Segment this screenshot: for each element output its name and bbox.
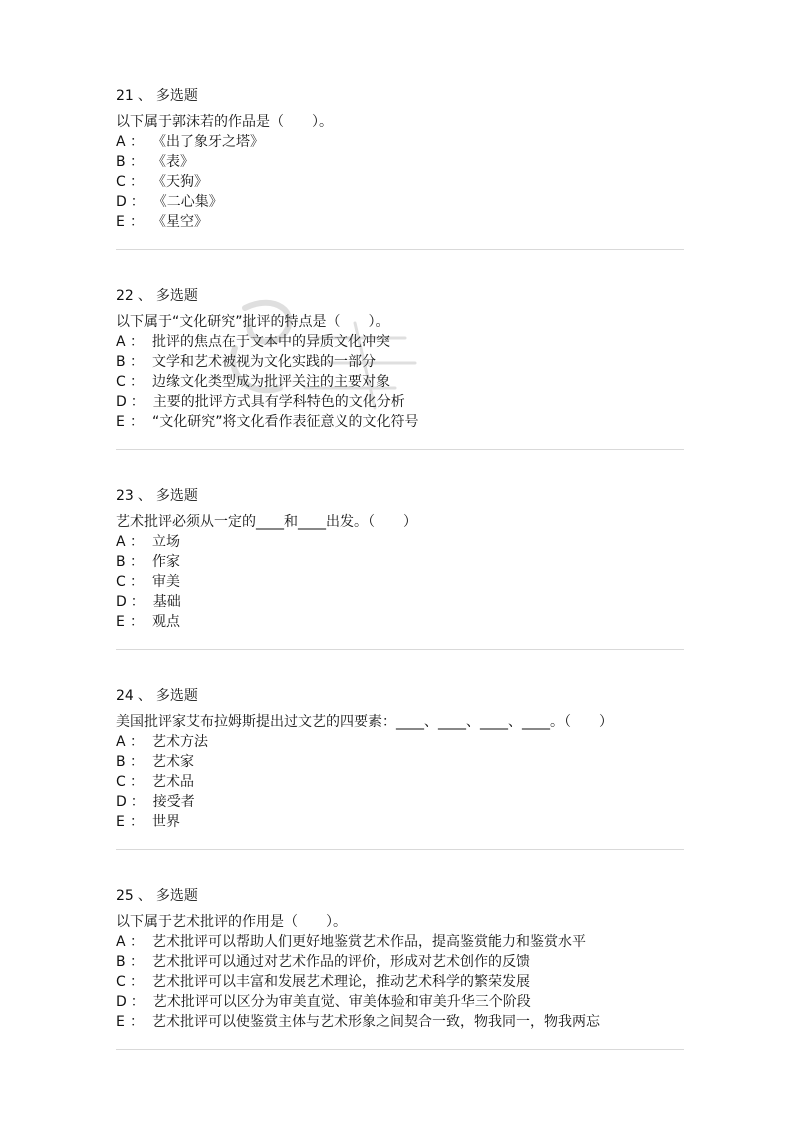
question-stem: 以下属于郭沫若的作品是（ ）。 [116, 114, 333, 130]
question-header [116, 886, 686, 906]
question-type: 多选题 [155, 288, 198, 304]
option-c[interactable] [116, 172, 686, 192]
option-colon: ： [130, 534, 144, 550]
option-colon: ： [130, 574, 144, 590]
option-colon: ： [130, 154, 144, 170]
option-e[interactable] [116, 1012, 686, 1032]
question-number: 25 [116, 888, 134, 904]
question-type: 多选题 [155, 88, 198, 104]
option-d[interactable] [116, 192, 686, 212]
option-text: 作家 [152, 554, 180, 570]
option-letter: D [116, 194, 127, 210]
option-letter: B [116, 754, 126, 770]
option-letter: C [116, 974, 126, 990]
question-separator: 、 [137, 888, 152, 904]
question-stem: 艺术批评必须从一定的____和____出发。（ ） [116, 514, 417, 530]
option-colon: ： [130, 994, 145, 1010]
option-colon: ： [130, 334, 144, 350]
question-number: 22 [116, 288, 134, 304]
option-colon: ： [130, 394, 145, 410]
option-text: 艺术批评可以帮助人们更好地鉴赏艺术作品，提高鉴赏能力和鉴赏水平 [152, 934, 586, 950]
option-colon: ： [130, 614, 144, 630]
option-colon: ： [130, 554, 144, 570]
question-24 [116, 686, 686, 832]
option-text: 《天狗》 [152, 174, 208, 190]
option-colon: ： [130, 934, 144, 950]
option-colon: ： [130, 194, 145, 210]
option-letter: B [116, 154, 126, 170]
option-text: 主要的批评方式具有学科特色的文化分析 [152, 394, 405, 410]
question-separator: 、 [137, 488, 152, 504]
question-header [116, 686, 686, 706]
option-letter: B [116, 354, 126, 370]
option-c[interactable] [116, 972, 686, 992]
option-text: 基础 [152, 594, 181, 610]
option-letter: C [116, 774, 126, 790]
option-text: 世界 [152, 814, 180, 830]
question-stem: 美国批评家艾布拉姆斯提出过文艺的四要素：____、____、____、____。（ ） [116, 714, 613, 730]
option-e[interactable] [116, 212, 686, 232]
question-type: 多选题 [155, 888, 198, 904]
option-letter: E [116, 614, 125, 630]
option-colon: ： [130, 774, 144, 790]
question-22 [116, 286, 686, 432]
option-letter: A [116, 334, 126, 350]
question-divider [116, 849, 684, 850]
option-d[interactable] [116, 592, 686, 612]
option-colon: ： [130, 374, 144, 390]
option-a[interactable] [116, 132, 686, 152]
option-letter: D [116, 594, 127, 610]
option-d[interactable] [116, 392, 686, 412]
option-e[interactable] [116, 412, 686, 432]
option-colon: ： [130, 134, 144, 150]
option-d[interactable] [116, 792, 686, 812]
option-d[interactable] [116, 992, 686, 1012]
option-colon: ： [130, 814, 144, 830]
question-separator: 、 [137, 88, 152, 104]
option-text: 艺术方法 [152, 734, 208, 750]
question-number: 24 [116, 688, 134, 704]
option-letter: A [116, 734, 126, 750]
question-divider [116, 1049, 684, 1050]
option-e[interactable] [116, 612, 686, 632]
option-text: “文化研究”将文化看作表征意义的文化符号 [152, 414, 419, 430]
option-c[interactable] [116, 772, 686, 792]
question-type: 多选题 [155, 688, 198, 704]
option-letter: C [116, 374, 126, 390]
option-colon: ： [130, 214, 144, 230]
option-colon: ： [130, 734, 144, 750]
option-colon: ： [130, 954, 144, 970]
option-letter: E [116, 214, 125, 230]
option-colon: ： [130, 354, 144, 370]
option-letter: A [116, 934, 126, 950]
question-stem: 以下属于艺术批评的作用是（ ）。 [116, 914, 347, 930]
option-b[interactable] [116, 152, 686, 172]
option-letter: D [116, 394, 127, 410]
option-letter: E [116, 1014, 125, 1030]
question-divider [116, 449, 684, 450]
option-text: 边缘文化类型成为批评关注的主要对象 [152, 374, 390, 390]
question-separator: 、 [137, 288, 152, 304]
option-letter: A [116, 134, 126, 150]
option-colon: ： [130, 174, 144, 190]
option-text: 《二心集》 [152, 194, 223, 210]
option-colon: ： [130, 594, 145, 610]
option-text: 审美 [152, 574, 180, 590]
option-a[interactable] [116, 932, 686, 952]
option-text: 文学和艺术被视为文化实践的一部分 [152, 354, 376, 370]
option-text: 艺术批评可以丰富和发展艺术理论，推动艺术科学的繁荣发展 [152, 974, 530, 990]
question-number: 21 [116, 88, 134, 104]
question-header [116, 286, 686, 306]
option-letter: E [116, 814, 125, 830]
question-header [116, 86, 686, 106]
option-text: 批评的焦点在于文本中的异质文化冲突 [152, 334, 390, 350]
option-text: 《表》 [152, 154, 194, 170]
question-number: 23 [116, 488, 134, 504]
option-letter: C [116, 574, 126, 590]
option-colon: ： [130, 1014, 144, 1030]
option-c[interactable] [116, 572, 686, 592]
question-stem: 以下属于“文化研究”批评的特点是（ ）。 [116, 314, 390, 330]
option-colon: ： [130, 794, 145, 810]
option-b[interactable] [116, 552, 686, 572]
option-text: 《星空》 [152, 214, 208, 230]
option-text: 艺术批评可以区分为审美直觉、审美体验和审美升华三个阶段 [152, 994, 531, 1010]
option-text: 艺术家 [152, 754, 194, 770]
option-colon: ： [130, 974, 144, 990]
option-b[interactable] [116, 952, 686, 972]
question-separator: 、 [137, 688, 152, 704]
option-letter: E [116, 414, 125, 430]
option-letter: C [116, 174, 126, 190]
question-header [116, 486, 686, 506]
option-letter: D [116, 994, 127, 1010]
option-b[interactable] [116, 352, 686, 372]
option-text: 立场 [152, 534, 180, 550]
question-25 [116, 886, 686, 1032]
question-23 [116, 486, 686, 632]
option-text: 观点 [152, 614, 180, 630]
option-text: 艺术批评可以通过对艺术作品的评价，形成对艺术创作的反馈 [152, 954, 530, 970]
option-b[interactable] [116, 752, 686, 772]
question-type: 多选题 [155, 488, 198, 504]
option-c[interactable] [116, 372, 686, 392]
option-a[interactable] [116, 332, 686, 352]
option-colon: ： [130, 754, 144, 770]
option-colon: ： [130, 414, 144, 430]
option-a[interactable] [116, 732, 686, 752]
option-text: 艺术品 [152, 774, 194, 790]
option-e[interactable] [116, 812, 686, 832]
option-text: 艺术批评可以使鉴赏主体与艺术形象之间契合一致，物我同一，物我两忘 [152, 1014, 600, 1030]
option-letter: D [116, 794, 127, 810]
question-divider [116, 649, 684, 650]
question-21 [116, 86, 686, 232]
option-letter: B [116, 554, 126, 570]
question-divider [116, 249, 684, 250]
option-text: 接受者 [152, 794, 195, 810]
option-letter: B [116, 954, 126, 970]
option-letter: A [116, 534, 126, 550]
option-text: 《出了象牙之塔》 [152, 134, 264, 150]
option-a[interactable] [116, 532, 686, 552]
